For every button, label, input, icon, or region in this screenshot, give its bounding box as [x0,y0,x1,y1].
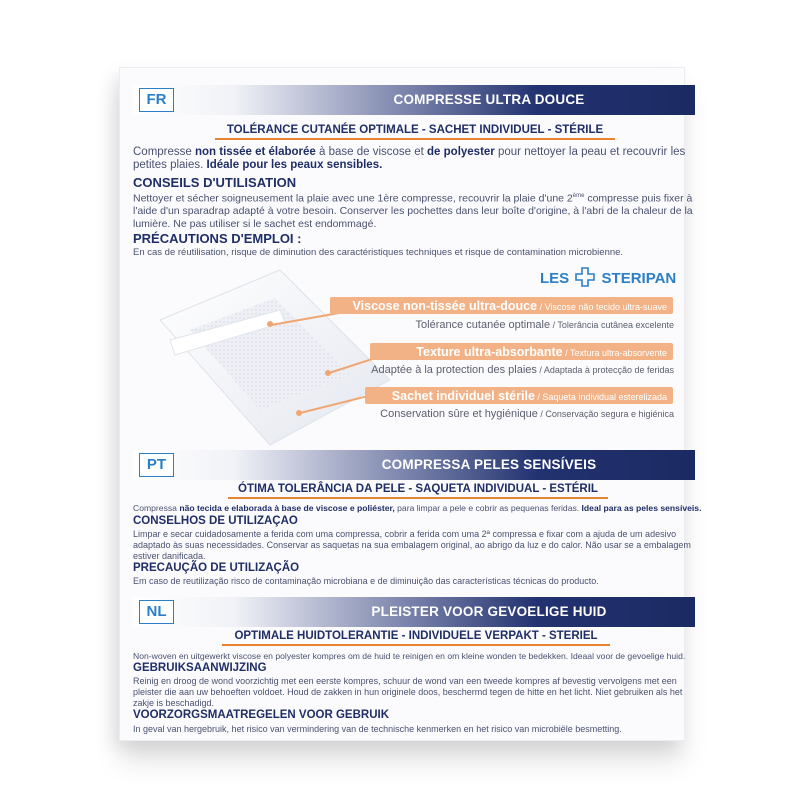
nl-subtitle [222,628,610,644]
brand-logo [540,267,676,287]
pt-usage-heading: CONSELHOS DE UTILIZAÇAO [133,515,298,527]
fr-title: COMPRESSE ULTRA DOUCE [393,92,585,107]
nl-header-band [133,597,695,627]
fr-subtitle-text: TOLÉRANCE CUTANÉE OPTIMALE - SACHET INDIVIDUEL - STÉRILE [226,124,604,136]
nl-usage-heading: GEBRUIKSAANWIJZING [133,662,267,674]
compress-pad-illustration [150,260,400,450]
feature-benefit-3: Conservation sûre et hygiénique / Conservação segura e higiénica [380,408,674,420]
pt-title: COMPRESSA PELES SENSÍVEIS [381,457,597,472]
fr-usage-heading: CONSEILS D'UTILISATION [133,175,297,190]
nl-usage-text: Reinig en droog de wond voorzichtig met een eerste kompres, schuur de wond van een tweede kompres af bevestig vervolgens met een pleister die aan uw behoeften voldoet. Houd de zakken in hun originele doos, beschermd tegen de hitte en het licht. Niet gebruiken als het zakje is beschadigd. [133,676,683,708]
pt-language-badge: PT [139,453,174,477]
feature-title-bar-1: Viscose non-tissée ultra-douce / Viscose não tecido ultra-suave [330,297,673,314]
fr-precautions-text: En cas de réutilisation, risque de diminution des caractéristiques techniques et risque de contamination microbienne. [133,247,624,258]
fr-usage-text: Nettoyer et sécher soigneusement la plaie avec une 1ère compresse, recouvrir la plaie d'une 2ème compresse puis fixer à l'aide d'un sparadrap adapté à votre besoin. Conserver les pochettes dans leur boîte d'origine, à l'abri de la chaleur de la lumière. Ne pas utiliser si le sachet est endommagé. [133,192,693,230]
nl-language-badge: NL [139,600,174,624]
fr-subtitle [215,122,615,138]
pt-precautions-heading: PRECAUÇÃO DE UTILIZAÇÃO [133,562,300,574]
pt-intro: Compressa não tecida e elaborada à base de viscose e poliéster, para limpar a pele e cobrir as pequenas feridas. Ideal para as peles sensíveis. [133,503,702,513]
pt-usage-text: Limpar e secar cuidadosamente a ferida com uma compressa, cobrir a ferida com uma 2ª compressa e fixar com a ajuda de um adesivo adaptado às suas necessidades. Conservar as saquetas na sua embalagem original, ao abrigo da luz e do calor. Não usar se a embalagem estiver danificada. [133,529,691,561]
fr-header-band [133,85,695,115]
feature-benefit-2: Adaptée à la protection des plaies / Adaptada à protecção de feridas [371,364,674,376]
fr-intro: Compresse non tissée et élaborée à base de viscose et de polyester pour nettoyer la peau et recouvrir les petites plaies. Idéale pour les peaux sensibles. [133,146,686,171]
pt-subtitle-underline [228,497,608,499]
nl-precautions-heading: VOORZORGSMAATREGELEN VOOR GEBRUIK [133,709,389,721]
nl-intro: Non-woven en uitgewerkt viscose en polyester kompres om de huid te reinigen en om kleine wonden te bedekken. Ideaal voor de gevoelige huid. [133,651,686,661]
feature-title-bar-3: Sachet individuel stérile / Saqueta individual esterelizada [365,387,673,404]
nl-subtitle-text: OPTIMALE HUIDTOLERANTIE - INDIVIDUELE VERPAKT - STERIEL [234,630,598,642]
pt-subtitle [228,481,608,497]
nl-subtitle-underline [222,644,610,646]
medical-cross-icon [575,267,595,287]
pt-header-band [133,450,695,480]
fr-subtitle-underline [215,138,615,140]
nl-precautions-text: In geval van hergebruik, het risico van vermindering van de technische kenmerken en het risico van microbiële besmetting. [133,724,622,734]
pt-precautions-text: Em caso de reutilização risco de contaminação microbiana e de diminuição das características técnicas do producto. [133,576,599,586]
pt-subtitle-text: ÓTIMA TOLERÂNCIA DA PELE - SAQUETA INDIVIDUAL - ESTÉRIL [238,483,598,495]
fr-precautions-heading: PRÉCAUTIONS D'EMPLOI : [133,231,302,246]
nl-title: PLEISTER VOOR GEVOELIGE HUID [371,604,607,619]
brand-logo-les: LES [540,270,570,287]
fr-language-badge: FR [139,88,174,112]
brand-logo-steripan: STERIPAN [601,270,677,287]
feature-title-bar-2: Texture ultra-absorbante / Textura ultra-absorvente [370,343,673,360]
feature-benefit-1: Tolérance cutanée optimale / Tolerância cutânea excelente [415,319,674,331]
